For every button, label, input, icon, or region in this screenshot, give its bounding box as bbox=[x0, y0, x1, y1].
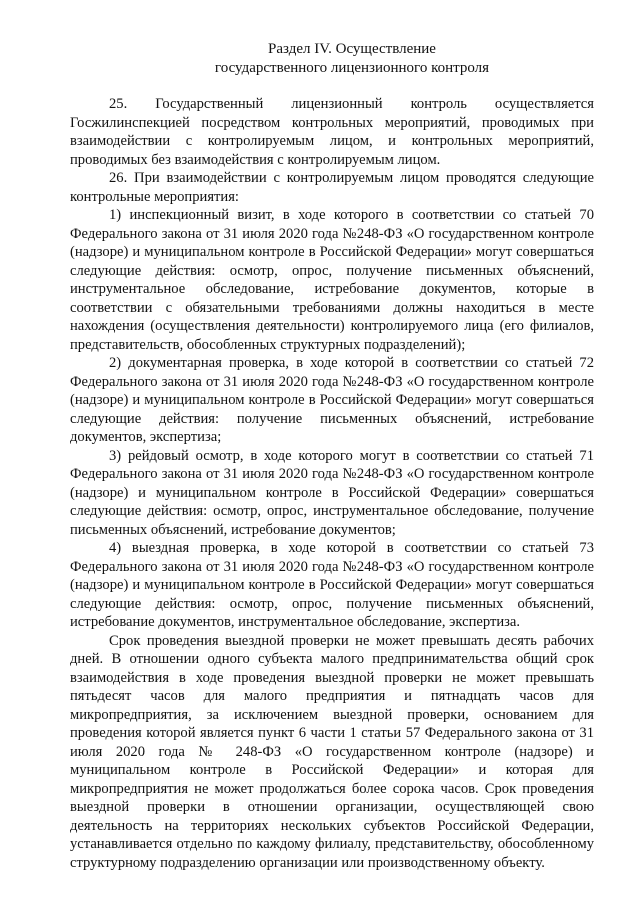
section-title-line2: государственного лицензионного контроля bbox=[214, 60, 490, 76]
document-body bbox=[70, 95, 594, 872]
paragraph-field-check-duration: Срок проведения выездной проверки не может превышать десять рабочих дней. В отношении одного субъекта малого предпринимательства общий срок взаимодействия в ходе проведения выездной проверки не может превышать пятьдесят часов для малого предприятия и пятнадцать часов для микропредприятия, за исключением выездной проверки, основанием для проведения которой является пункт 6 части 1 статьи 57 Федерального закона от 31 июля 2020 года № 248-ФЗ «О государственном контроле (надзоре) и муниципальном контроле в Российской Федерации» и которая для микропредприятия не может продолжаться более сорока часов. Срок проведения выездной проверки в отношении организации, осуществляющей свою деятельность на территориях нескольких субъектов Российской Федерации, устанавливается отдельно по каждому филиалу, представительству, обособленному структурному подразделению организации или производственному объекту. bbox=[70, 632, 594, 871]
paragraph-25: 25. Государственный лицензионный контроль осуществляется Госжилинспекцией посредством контрольных мероприятий, проводимых при взаимодействии с контролируемым лицом, и контрольных мероприятий, проводимых без взаимодействия с контролируемым лицом. bbox=[70, 96, 594, 168]
paragraph-26: 26. При взаимодействии с контролируемым лицом проводятся следующие контрольные мероприятия: bbox=[70, 170, 594, 205]
list-item-raid-inspection: 3) рейдовый осмотр, в ходе которого могут в соответствии со статьей 71 Федерального закона от 31 июля 2020 года №248-ФЗ «О государственном контроле (надзоре) и муниципальном контроле в Российской Федерации» совершаться следующие действия: осмотр, опрос, инструментальное обследование, получение письменных объяснений, истребование документов; bbox=[70, 447, 594, 538]
list-item-inspection-visit: 1) инспекционный визит, в ходе которого в соответствии со статьей 70 Федерального закона от 31 июля 2020 года №248-ФЗ «О государственном контроле (надзоре) и муниципальном контроле в Российской Федерации» могут совершаться следующие действия: осмотр, опрос, получение письменных объяснений, инструментальное обследование, истребование документов, которые в соответствии с обязательными требованиями должны находиться в месте нахождения (осуществления деятельности) контролируемого лица (его филиалов, представительств, обособленных структурных подразделений); bbox=[70, 207, 594, 353]
list-item-field-check: 4) выездная проверка, в ходе которой в соответствии со статьей 73 Федерального закона от 31 июля 2020 года №248-ФЗ «О государственном контроле (надзоре) и муниципальном контроле в Российской Федерации» могут совершаться следующие действия: осмотр, опрос, получение письменных объяснений, истребование документов, инструментальное обследование, экспертиза. bbox=[70, 540, 594, 630]
list-item-documentary-check: 2) документарная проверка, в ходе которой в соответствии со статьей 72 Федерального закона от 31 июля 2020 года №248-ФЗ «О государственном контроле (надзоре) и муниципальном контроле в Российской Федерации» могут совершаться следующие действия: получение письменных объяснений, истребование документов, экспертиза; bbox=[70, 355, 594, 445]
section-title-line1: Раздел IV. Осуществление bbox=[268, 41, 436, 57]
